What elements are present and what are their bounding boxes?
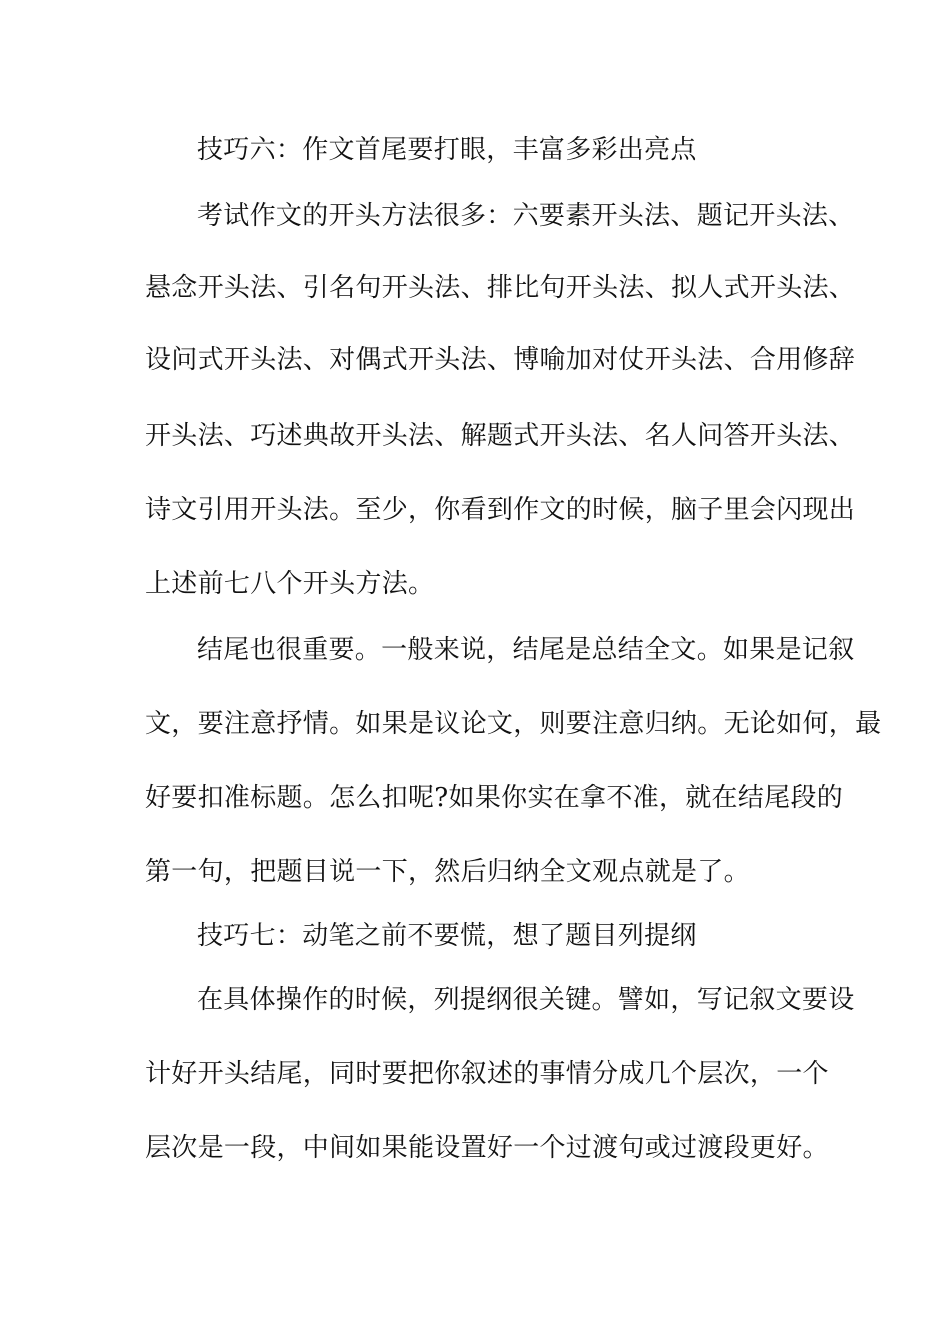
- paragraph-line: 结尾也很重要。一般来说，结尾是总结全文。如果是记叙: [197, 635, 855, 665]
- paragraph-line: 层次是一段，中间如果能设置好一个过渡句或过渡段更好。: [145, 1133, 829, 1163]
- paragraph-line: 在具体操作的时候，列提纲很关键。譬如，写记叙文要设: [197, 985, 855, 1015]
- paragraph-line: 第一句，把题目说一下，然后归纳全文观点就是了。: [145, 857, 750, 887]
- paragraph-line: 考试作文的开头方法很多：六要素开头法、题记开头法、: [197, 201, 855, 231]
- paragraph-line: 诗文引用开头法。至少，你看到作文的时候，脑子里会闪现出: [145, 495, 856, 525]
- paragraph-line: 开头法、巧述典故开头法、解题式开头法、名人问答开头法、: [145, 421, 856, 451]
- paragraph-line: 好要扣准标题。怎么扣呢?如果你实在拿不准，就在结尾段的: [145, 783, 844, 813]
- paragraph-line: 计好开头结尾，同时要把你叙述的事情分成几个层次，一个: [145, 1059, 829, 1089]
- paragraph-line: 上述前七八个开头方法。: [145, 569, 435, 599]
- paragraph-line: 设问式开头法、对偶式开头法、博喻加对仗开头法、合用修辞: [145, 345, 856, 375]
- paragraph-line: 文，要注意抒情。如果是议论文，则要注意归纳。无论如何，最: [145, 709, 882, 739]
- paragraph-line: 悬念开头法、引名句开头法、排比句开头法、拟人式开头法、: [145, 273, 856, 303]
- heading-tip-seven: 技巧七：动笔之前不要慌，想了题目列提纲: [197, 921, 697, 951]
- heading-tip-six: 技巧六：作文首尾要打眼，丰富多彩出亮点: [197, 135, 697, 165]
